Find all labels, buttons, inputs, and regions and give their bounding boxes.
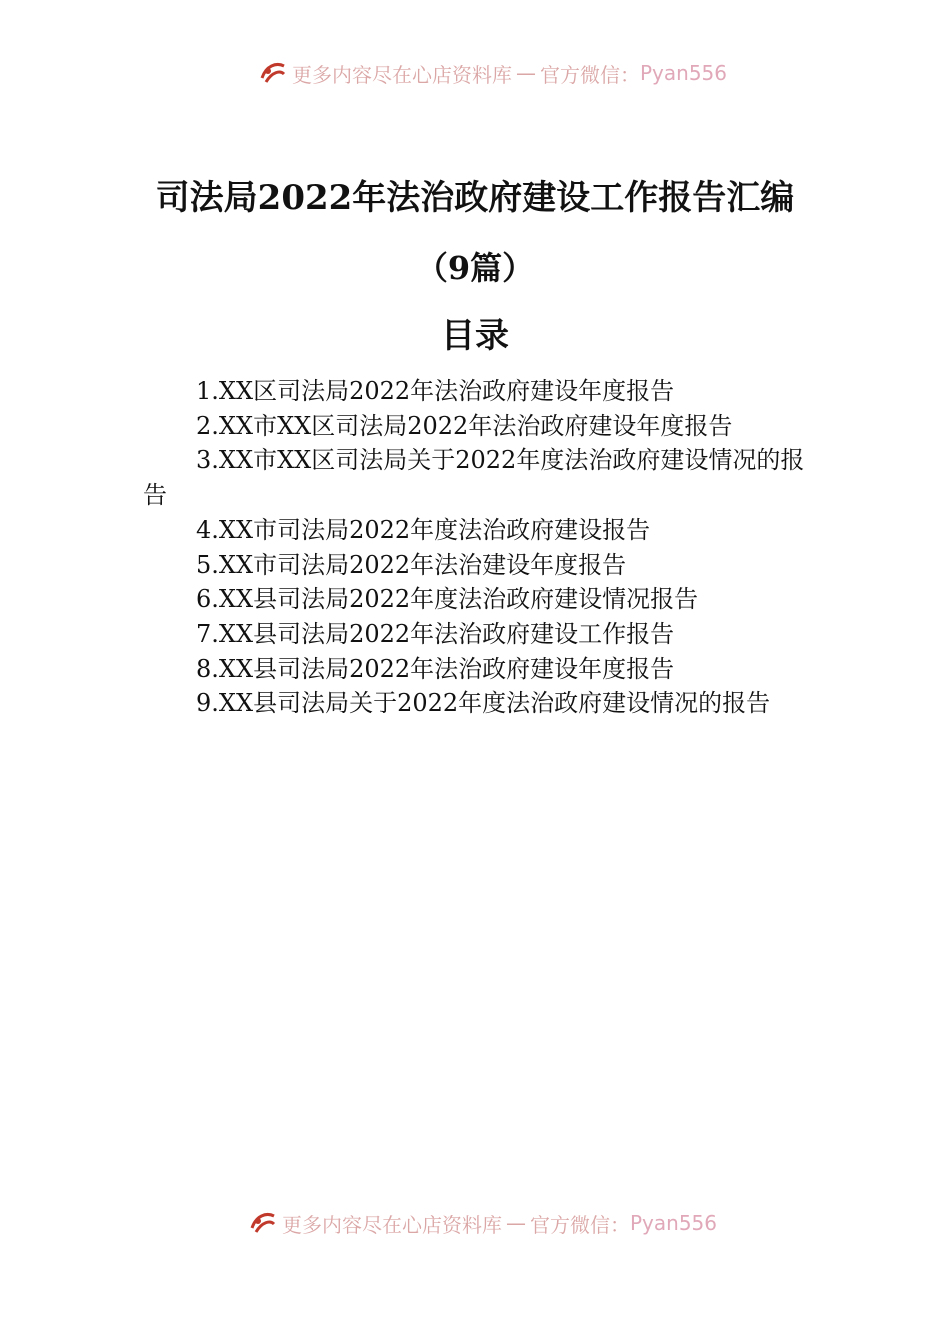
watermark-label: 官方微信： — [530, 1212, 630, 1237]
document-title: 司法局2022年法治政府建设工作报告汇编 — [155, 178, 795, 218]
header-watermark — [258, 58, 727, 88]
watermark-label: 官方微信： — [540, 62, 640, 87]
toc-item[interactable]: 5.XX市司法局2022年法治建设年度报告 — [196, 550, 627, 579]
watermark-text: 更多内容尽在心店资料库 — [292, 62, 512, 87]
toc-heading: 目录 — [441, 316, 509, 356]
toc-item[interactable]: 7.XX县司法局2022年法治政府建设工作报告 — [196, 619, 675, 648]
watermark-text: 更多内容尽在心店资料库 — [282, 1212, 502, 1237]
watermark-separator: — — [506, 1211, 526, 1235]
toc-item[interactable]: 9.XX县司法局关于2022年度法治政府建设情况的报告 — [196, 689, 771, 718]
watermark-id: Pyan556 — [640, 61, 728, 85]
watermark-separator: — — [516, 61, 536, 85]
document-subtitle: （9篇） — [415, 249, 535, 287]
brand-logo-icon — [248, 1208, 278, 1238]
toc-item[interactable]: 8.XX县司法局2022年法治政府建设年度报告 — [196, 654, 675, 683]
toc-item[interactable]: 2.XX市XX区司法局2022年法治政府建设年度报告 — [196, 411, 733, 440]
watermark-id: Pyan556 — [630, 1211, 718, 1235]
brand-logo-icon — [258, 58, 288, 88]
toc-item[interactable]: 4.XX市司法局2022年度法治政府建设报告 — [196, 515, 651, 544]
toc-item[interactable]: 1.XX区司法局2022年法治政府建设年度报告 — [196, 377, 675, 405]
table-of-contents — [143, 374, 809, 721]
footer-watermark — [248, 1208, 717, 1238]
toc-item[interactable]: 3.XX市XX区司法局关于2022年度法治政府建设情况的报告 — [143, 446, 805, 510]
toc-item[interactable]: 6.XX县司法局2022年度法治政府建设情况报告 — [196, 585, 699, 614]
